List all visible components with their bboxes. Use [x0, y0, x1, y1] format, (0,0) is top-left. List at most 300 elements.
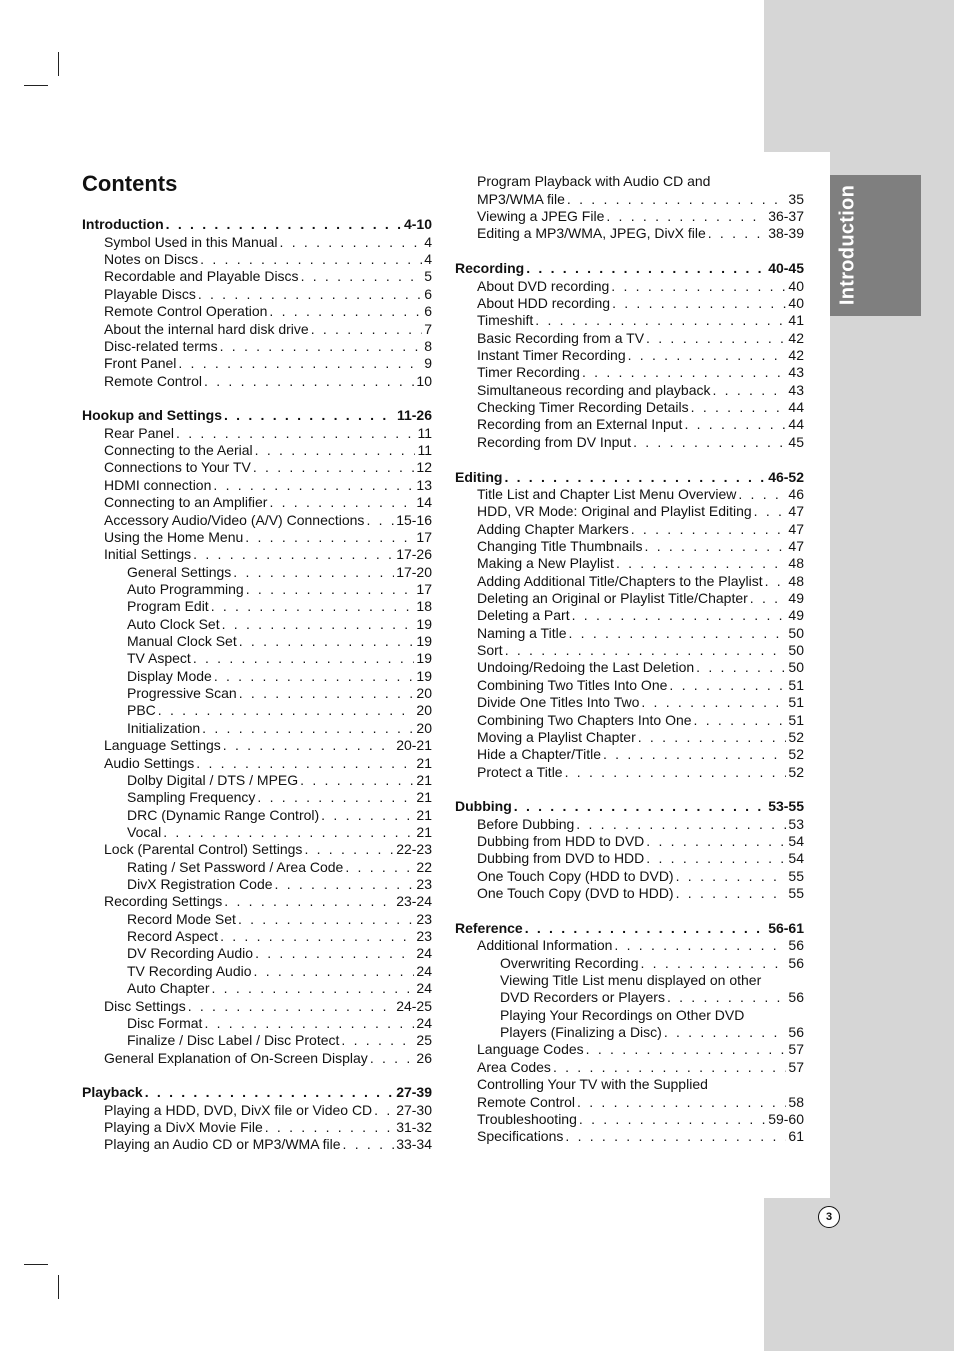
- dot-leader: [669, 677, 786, 694]
- toc-entry-label: Reference: [455, 919, 523, 936]
- toc-entry[interactable]: [82, 285, 432, 302]
- toc-entry-label: Editing: [455, 468, 503, 485]
- toc-entry-label: Rear Panel: [104, 424, 175, 441]
- toc-entry-page: 33-34: [396, 1136, 432, 1153]
- dot-leader: [553, 1059, 786, 1076]
- toc-entry-label: Making a New Playlist: [477, 555, 614, 572]
- toc-entry-label: TV Recording Audio: [127, 962, 252, 979]
- dot-leader: [526, 260, 766, 277]
- toc-entry[interactable]: [82, 303, 432, 320]
- toc-entry-label: Notes on Discs: [104, 251, 199, 268]
- toc-entry[interactable]: [82, 980, 432, 997]
- dot-leader: [257, 789, 414, 806]
- toc-entry[interactable]: [455, 1128, 804, 1145]
- dot-leader: [269, 494, 414, 511]
- toc-entry-page: 24: [416, 945, 432, 962]
- toc-entry-label: HDMI connection: [104, 476, 212, 493]
- toc-entry[interactable]: [455, 867, 804, 884]
- toc-section-heading[interactable]: [455, 920, 804, 937]
- toc-section-heading[interactable]: [455, 798, 804, 815]
- toc-entry-label: Disc Format: [127, 1014, 203, 1031]
- dot-leader: [255, 442, 416, 459]
- toc-entry[interactable]: [82, 928, 432, 945]
- toc-entry-page: 54: [788, 850, 804, 867]
- dot-leader: [676, 885, 787, 902]
- toc-entry-page: 21: [416, 806, 432, 823]
- dot-leader: [667, 989, 786, 1006]
- toc-entry-page: 43: [788, 381, 804, 398]
- toc-entry-page: 27-39: [396, 1084, 432, 1101]
- toc-entry-label: Combining Two Titles Into One: [477, 676, 668, 693]
- toc-entry-page: 53-55: [768, 798, 804, 815]
- toc-entry-label: Adding Additional Title/Chapters to the Playlist: [477, 572, 763, 589]
- dot-leader: [567, 191, 787, 208]
- toc-entry-page: 17-26: [396, 546, 432, 563]
- dot-leader: [586, 1041, 787, 1058]
- dot-leader: [245, 529, 414, 546]
- toc-section-playback: [82, 1084, 432, 1153]
- toc-entry[interactable]: [455, 503, 804, 520]
- toc-section-heading[interactable]: [455, 260, 804, 277]
- toc-entry[interactable]: [82, 1032, 432, 1049]
- toc-entry-page: 47: [788, 503, 804, 520]
- dot-leader: [616, 555, 786, 572]
- dot-leader: [321, 807, 414, 824]
- toc-entry-label: Lock (Parental Control) Settings: [104, 841, 303, 858]
- toc-entry-label: Timer Recording: [477, 364, 580, 381]
- dot-leader: [220, 338, 423, 355]
- toc-entry[interactable]: [455, 763, 804, 780]
- dot-leader: [145, 1084, 394, 1101]
- toc-entry[interactable]: [82, 772, 432, 789]
- dot-leader: [646, 850, 786, 867]
- toc-entry[interactable]: [455, 1041, 804, 1058]
- toc-entry[interactable]: [82, 997, 432, 1014]
- toc-entry-label: General Settings: [127, 563, 232, 580]
- toc-entry[interactable]: [455, 590, 804, 607]
- toc-entry[interactable]: [455, 746, 804, 763]
- toc-entry-page: 14: [416, 494, 432, 511]
- toc-entry-page: 50: [788, 659, 804, 676]
- margin-band-bottom: [764, 1198, 954, 1351]
- dot-leader: [691, 399, 787, 416]
- toc-entry-label: DVD Recorders or Players: [500, 989, 665, 1006]
- toc-entry-page: 4: [424, 233, 432, 250]
- toc-entry[interactable]: [455, 676, 804, 693]
- toc-entry[interactable]: [82, 251, 432, 268]
- toc-entry[interactable]: [82, 945, 432, 962]
- toc-entry-label: General Explanation of On-Screen Display: [104, 1049, 368, 1066]
- dot-leader: [565, 1128, 786, 1145]
- toc-entry[interactable]: [455, 538, 804, 555]
- toc-entry-page: 56: [788, 954, 804, 971]
- toc-entry-page: 24: [416, 1014, 432, 1031]
- toc-entry-page: 40: [788, 294, 804, 311]
- toc-entry-label: Divide One Titles Into Two: [477, 694, 640, 711]
- toc-entry[interactable]: [455, 190, 804, 207]
- toc-entry-page: 52: [788, 728, 804, 745]
- toc-entry[interactable]: [455, 347, 804, 364]
- dot-leader: [224, 407, 395, 424]
- dot-leader: [301, 268, 423, 285]
- toc-entry-page: 4-10: [403, 216, 432, 233]
- toc-entry[interactable]: [455, 694, 804, 711]
- toc-entry-label: Deleting a Part: [477, 607, 570, 624]
- toc-entry-page: 12: [416, 459, 432, 476]
- dot-leader: [311, 321, 423, 338]
- toc-entry-label: Auto Chapter: [127, 980, 210, 997]
- toc-section-continued: [455, 173, 804, 242]
- toc-entry-label: Record Mode Set: [127, 910, 236, 927]
- dot-leader: [304, 841, 394, 858]
- toc-entry[interactable]: [455, 954, 804, 971]
- toc-entry[interactable]: [82, 1049, 432, 1066]
- dot-leader: [676, 868, 787, 885]
- toc-entry-label: DRC (Dynamic Range Control): [127, 806, 320, 823]
- dot-leader: [646, 330, 786, 347]
- toc-entry[interactable]: [455, 1006, 804, 1023]
- dot-leader: [696, 659, 786, 676]
- toc-entry-page: 61: [788, 1128, 804, 1145]
- toc-entry-label: MP3/WMA file: [477, 190, 565, 207]
- dot-leader: [366, 512, 394, 529]
- toc-entry[interactable]: [455, 607, 804, 624]
- toc-entry[interactable]: [455, 312, 804, 329]
- toc-entry-label: Hookup and Settings: [82, 407, 222, 424]
- toc-entry-label: Instant Timer Recording: [477, 346, 626, 363]
- toc-entry[interactable]: [82, 459, 432, 476]
- margin-band-top: [764, 0, 954, 152]
- toc-entry[interactable]: [455, 885, 804, 902]
- toc-entry[interactable]: [82, 685, 432, 702]
- toc-entry[interactable]: [82, 598, 432, 615]
- toc-entry[interactable]: [455, 624, 804, 641]
- toc-entry[interactable]: [455, 1076, 804, 1093]
- toc-entry-label: Undoing/Redoing the Last Deletion: [477, 659, 695, 676]
- toc-entry-page: 10: [416, 372, 432, 389]
- dot-leader: [628, 347, 787, 364]
- toc-entry-label: Playback: [82, 1084, 143, 1101]
- dot-leader: [603, 746, 786, 763]
- toc-entry-label: Recording from DV Input: [477, 433, 632, 450]
- toc-entry[interactable]: [455, 1111, 804, 1128]
- dot-leader: [158, 702, 415, 719]
- toc-left-column: [82, 216, 432, 1171]
- toc-entry[interactable]: [455, 972, 804, 989]
- toc-entry-page: 19: [416, 667, 432, 684]
- dot-leader: [300, 772, 414, 789]
- dot-leader: [176, 425, 415, 442]
- toc-entry-page: 56: [788, 937, 804, 954]
- toc-entry-label: Symbol Used in this Manual: [104, 233, 278, 250]
- toc-entry-page: 24: [416, 980, 432, 997]
- toc-right-column: [455, 173, 804, 1163]
- toc-entry-label: Simultaneous recording and playback: [477, 381, 711, 398]
- toc-entry[interactable]: [455, 833, 804, 850]
- dot-leader: [238, 911, 414, 928]
- toc-entry[interactable]: [82, 702, 432, 719]
- toc-entry[interactable]: [82, 233, 432, 250]
- toc-entry[interactable]: [455, 295, 804, 312]
- toc-entry-label: Finalize / Disc Label / Disc Protect: [127, 1032, 340, 1049]
- dot-leader: [631, 521, 787, 538]
- toc-entry-label: Connecting to the Aerial: [104, 442, 253, 459]
- toc-entry[interactable]: [82, 529, 432, 546]
- toc-entry-page: 20: [416, 685, 432, 702]
- toc-entry[interactable]: [82, 1101, 432, 1118]
- dot-leader: [754, 503, 787, 520]
- toc-entry-page: 57: [788, 1041, 804, 1058]
- dot-leader: [568, 625, 786, 642]
- toc-entry[interactable]: [455, 989, 804, 1006]
- toc-entry[interactable]: [82, 1015, 432, 1032]
- toc-entry[interactable]: [455, 433, 804, 450]
- toc-entry[interactable]: [455, 208, 804, 225]
- toc-entry-page: 36-37: [768, 208, 804, 225]
- toc-entry[interactable]: [455, 416, 804, 433]
- section-tab-label: Introduction: [836, 184, 859, 306]
- toc-entry[interactable]: [82, 320, 432, 337]
- toc-entry[interactable]: [82, 824, 432, 841]
- dot-leader: [213, 477, 414, 494]
- toc-entry[interactable]: [82, 737, 432, 754]
- toc-entry[interactable]: [455, 1093, 804, 1110]
- toc-entry[interactable]: [455, 486, 804, 503]
- toc-entry[interactable]: [455, 815, 804, 832]
- toc-entry[interactable]: [455, 381, 804, 398]
- toc-entry[interactable]: [455, 937, 804, 954]
- toc-entry-label: Recording from an External Input: [477, 416, 683, 433]
- toc-entry-label: Dubbing from DVD to HDD: [477, 850, 645, 867]
- toc-entry-label: Title List and Chapter List Menu Overview: [477, 485, 737, 502]
- toc-entry-label: Auto Clock Set: [127, 615, 220, 632]
- toc-entry[interactable]: [455, 711, 804, 728]
- toc-entry-label: Overwriting Recording: [500, 954, 639, 971]
- dot-leader: [202, 720, 414, 737]
- toc-entry[interactable]: [82, 876, 432, 893]
- toc-entry[interactable]: [82, 806, 432, 823]
- toc-entry[interactable]: [82, 858, 432, 875]
- toc-entry-page: 6: [424, 303, 432, 320]
- dot-leader: [505, 642, 787, 659]
- dot-leader: [233, 564, 394, 581]
- toc-entry[interactable]: [455, 173, 804, 190]
- dot-leader: [579, 1111, 766, 1128]
- toc-entry-page: 45: [788, 433, 804, 450]
- toc-entry-label: Before Dubbing: [477, 815, 575, 832]
- toc-entry-label: Dubbing from HDD to DVD: [477, 833, 645, 850]
- toc-entry-page: 20: [416, 719, 432, 736]
- toc-entry-label: Recording: [455, 260, 525, 277]
- toc-entry-page: 22-23: [396, 841, 432, 858]
- dot-leader: [269, 303, 422, 320]
- toc-entry-page: 19: [416, 633, 432, 650]
- toc-entry[interactable]: [82, 719, 432, 736]
- toc-section-introduction: [82, 216, 432, 390]
- toc-entry-label: Record Aspect: [127, 928, 219, 945]
- toc-entry-page: 47: [788, 520, 804, 537]
- toc-entry-page: 21: [416, 771, 432, 788]
- toc-entry[interactable]: [455, 572, 804, 589]
- toc-entry-page: 44: [788, 399, 804, 416]
- toc-entry-label: Disc-related terms: [104, 337, 218, 354]
- toc-entry[interactable]: [82, 650, 432, 667]
- toc-entry-label: Changing Title Thumbnails: [477, 537, 643, 554]
- toc-entry[interactable]: [82, 633, 432, 650]
- toc-entry[interactable]: [82, 1119, 432, 1136]
- toc-entry[interactable]: [82, 563, 432, 580]
- toc-entry-page: 9: [424, 355, 432, 372]
- toc-entry[interactable]: [455, 225, 804, 242]
- toc-entry[interactable]: [82, 511, 432, 528]
- dot-leader: [196, 755, 414, 772]
- toc-entry-page: 24-25: [396, 997, 432, 1014]
- dot-leader: [612, 295, 786, 312]
- toc-entry[interactable]: [82, 476, 432, 493]
- toc-entry[interactable]: [82, 962, 432, 979]
- toc-entry-label: Accessory Audio/Video (A/V) Connections: [104, 511, 365, 528]
- toc-entry-page: 51: [788, 711, 804, 728]
- dot-leader: [370, 1050, 415, 1067]
- dot-leader: [712, 382, 786, 399]
- toc-entry[interactable]: [455, 1058, 804, 1075]
- toc-entry[interactable]: [455, 364, 804, 381]
- toc-entry[interactable]: [82, 910, 432, 927]
- toc-entry-label: Dubbing: [455, 798, 512, 815]
- toc-entry-label: Controlling Your TV with the Supplied: [477, 1076, 708, 1093]
- toc-entry-label: Specifications: [477, 1128, 564, 1145]
- toc-entry[interactable]: [455, 729, 804, 746]
- toc-entry[interactable]: [82, 442, 432, 459]
- toc-section-heading[interactable]: [82, 1084, 432, 1101]
- toc-entry-label: PBC: [127, 702, 156, 719]
- toc-entry-page: 38-39: [768, 225, 804, 242]
- toc-entry-page: 42: [788, 329, 804, 346]
- dot-leader: [224, 893, 394, 910]
- toc-entry[interactable]: [455, 1024, 804, 1041]
- crop-mark: [24, 1264, 48, 1265]
- toc-entry-label: Dolby Digital / DTS / MPEG: [127, 771, 299, 788]
- toc-entry-page: 21: [416, 823, 432, 840]
- toc-entry-label: Manual Clock Set: [127, 633, 237, 650]
- toc-entry[interactable]: [82, 893, 432, 910]
- toc-entry-page: 46-52: [768, 468, 804, 485]
- toc-entry[interactable]: [455, 642, 804, 659]
- dot-leader: [178, 355, 422, 372]
- toc-entry[interactable]: [82, 338, 432, 355]
- toc-entry-label: Auto Programming: [127, 580, 244, 597]
- toc-entry[interactable]: [455, 399, 804, 416]
- toc-entry[interactable]: [82, 754, 432, 771]
- dot-leader: [565, 764, 787, 781]
- toc-entry[interactable]: [82, 841, 432, 858]
- toc-entry-page: 23: [416, 910, 432, 927]
- toc-entry-label: Vocal: [127, 823, 162, 840]
- toc-entry[interactable]: [82, 789, 432, 806]
- dot-leader: [504, 469, 766, 486]
- toc-entry-page: 19: [416, 615, 432, 632]
- toc-entry-page: 8: [424, 337, 432, 354]
- toc-entry[interactable]: [82, 424, 432, 441]
- dot-leader: [204, 1015, 414, 1032]
- toc-entry[interactable]: [455, 555, 804, 572]
- toc-entry[interactable]: [82, 268, 432, 285]
- toc-entry[interactable]: [455, 520, 804, 537]
- toc-entry[interactable]: [82, 667, 432, 684]
- toc-entry-page: 48: [788, 572, 804, 589]
- dot-leader: [750, 590, 787, 607]
- toc-entry-page: 43: [788, 364, 804, 381]
- toc-entry-label: One Touch Copy (HDD to DVD): [477, 867, 674, 884]
- toc-entry-page: 47: [788, 537, 804, 554]
- toc-entry-label: Players (Finalizing a Disc): [500, 1024, 662, 1041]
- toc-entry-label: Playing Your Recordings on Other DVD: [500, 1006, 745, 1023]
- dot-leader: [222, 616, 415, 633]
- toc-section-reference: [455, 920, 804, 1146]
- dot-leader: [193, 650, 415, 667]
- dot-leader: [200, 251, 422, 268]
- toc-entry-label: Hide a Chapter/Title: [477, 746, 601, 763]
- toc-entry-label: Viewing a JPEG File: [477, 208, 605, 225]
- toc-entry[interactable]: [455, 277, 804, 294]
- toc-entry-page: 56: [788, 989, 804, 1006]
- toc-entry-page: 40: [788, 277, 804, 294]
- dot-leader: [280, 234, 423, 251]
- toc-entry-label: Playable Discs: [104, 285, 196, 302]
- toc-entry[interactable]: [82, 355, 432, 372]
- toc-entry[interactable]: [455, 659, 804, 676]
- dot-leader: [645, 538, 787, 555]
- dot-leader: [343, 1136, 395, 1153]
- dot-leader: [684, 416, 786, 433]
- toc-entry[interactable]: [82, 546, 432, 563]
- dot-leader: [198, 286, 422, 303]
- toc-entry-label: About the internal hard disk drive: [104, 320, 309, 337]
- toc-section-heading[interactable]: [82, 407, 432, 424]
- toc-entry[interactable]: [455, 329, 804, 346]
- toc-entry-label: Language Settings: [104, 737, 221, 754]
- toc-entry-page: 35: [788, 190, 804, 207]
- dot-leader: [223, 737, 394, 754]
- toc-entry-label: About DVD recording: [477, 277, 610, 294]
- toc-entry-page: 25: [416, 1032, 432, 1049]
- toc-entry-label: Basic Recording from a TV: [477, 329, 645, 346]
- toc-entry-page: 40-45: [768, 260, 804, 277]
- toc-entry-label: Viewing Title List menu displayed on other: [500, 972, 762, 989]
- dot-leader: [374, 1102, 394, 1119]
- dot-leader: [166, 216, 402, 233]
- toc-entry[interactable]: [82, 581, 432, 598]
- toc-entry-label: One Touch Copy (DVD to HDD): [477, 885, 674, 902]
- toc-section-heading[interactable]: [82, 216, 432, 233]
- toc-entry[interactable]: [82, 615, 432, 632]
- toc-entry[interactable]: [82, 372, 432, 389]
- toc-entry-page: 46: [788, 485, 804, 502]
- toc-entry-page: 24: [416, 962, 432, 979]
- dot-leader: [265, 1119, 394, 1136]
- dot-leader: [211, 598, 415, 615]
- toc-section-heading[interactable]: [455, 468, 804, 485]
- toc-entry-page: 31-32: [396, 1119, 432, 1136]
- dot-leader: [254, 963, 415, 980]
- dot-leader: [664, 1024, 787, 1041]
- toc-entry[interactable]: [455, 850, 804, 867]
- dot-leader: [633, 434, 786, 451]
- toc-entry[interactable]: [82, 1136, 432, 1153]
- toc-entry[interactable]: [82, 494, 432, 511]
- toc-entry-page: 41: [788, 312, 804, 329]
- toc-entry-label: Playing a DivX Movie File: [104, 1119, 263, 1136]
